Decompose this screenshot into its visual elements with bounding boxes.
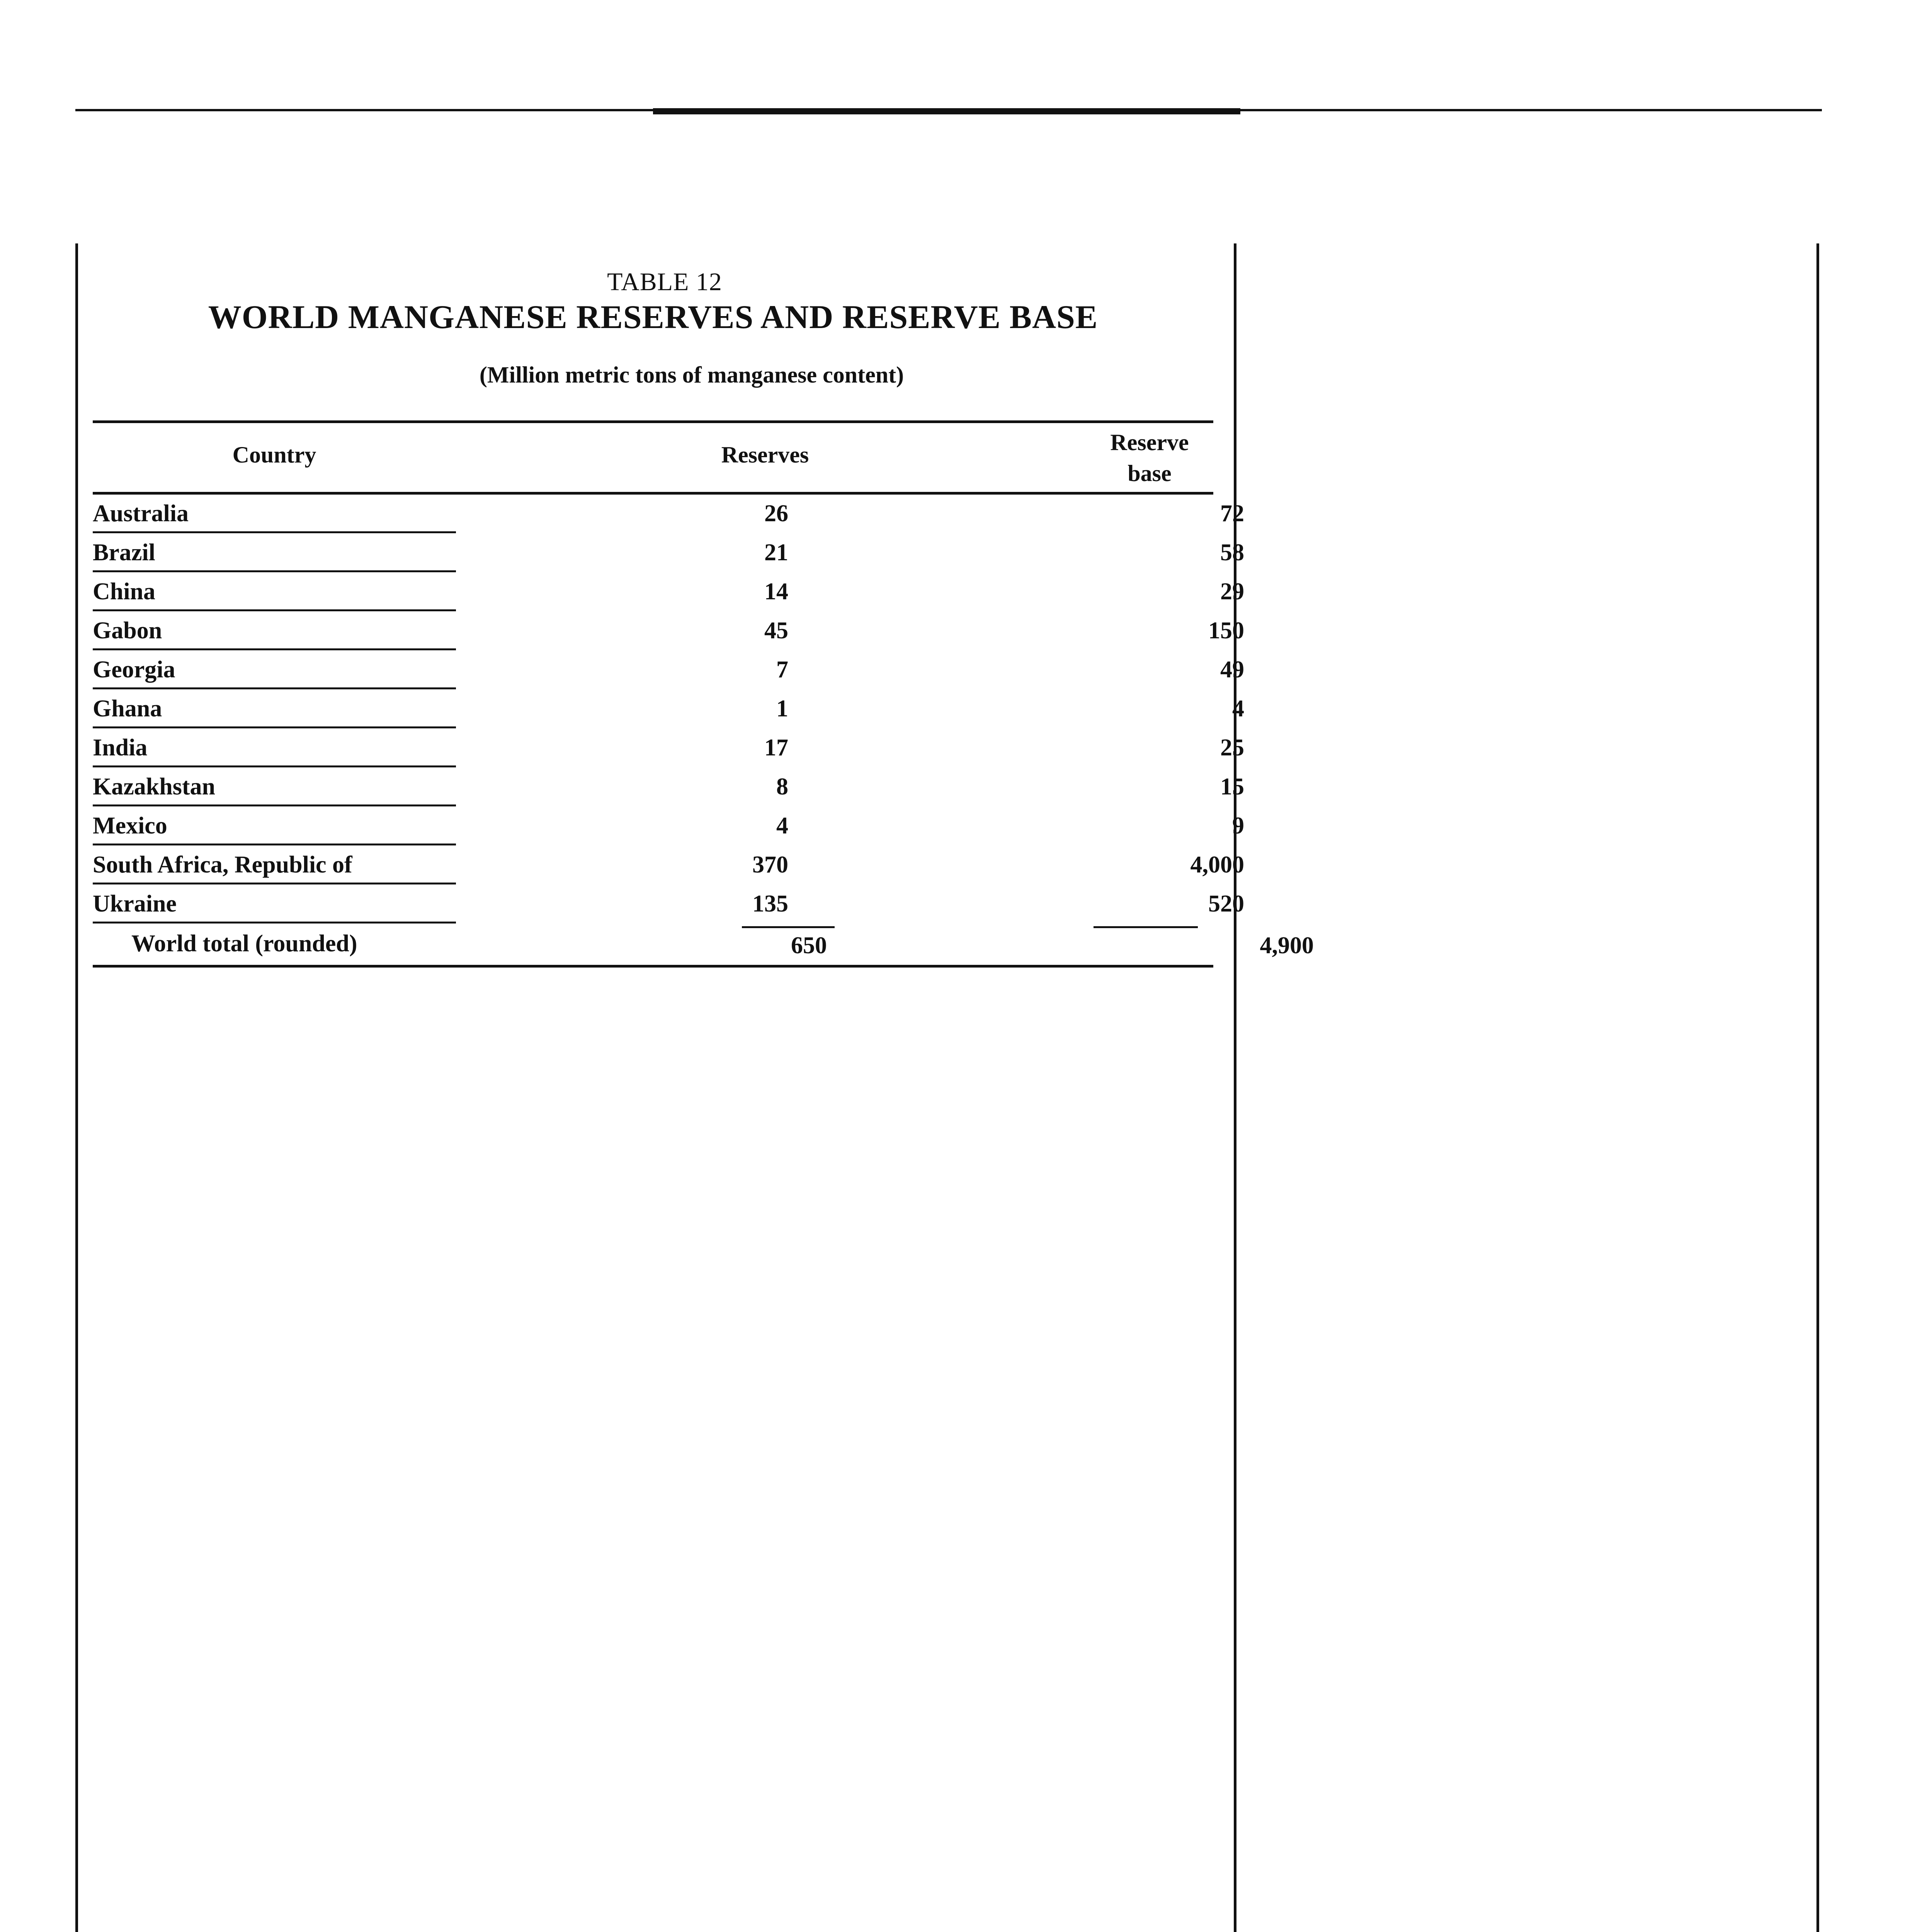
table-row xyxy=(93,768,1244,807)
row-reserves: 26 xyxy=(764,500,788,527)
row-reserves: 45 xyxy=(764,617,788,644)
row-country: Gabon xyxy=(93,613,456,650)
column-header-reserve-base-line1: Reserve xyxy=(1110,430,1189,455)
table-title: WORLD MANGANESE RESERVES AND RESERVE BASE xyxy=(208,298,1098,335)
table-row xyxy=(93,573,1244,612)
right-column-rule xyxy=(1816,243,1819,1932)
table-total-row xyxy=(93,924,1314,968)
row-reserve-base: 4 xyxy=(1232,696,1244,722)
top-rule-accent xyxy=(653,108,1240,114)
row-reserve-base: 72 xyxy=(1220,500,1244,527)
table-row xyxy=(93,807,1244,846)
row-country: Kazakhstan xyxy=(93,769,456,806)
row-reserves: 21 xyxy=(764,539,788,566)
table-row xyxy=(93,495,1244,534)
row-reserves: 14 xyxy=(764,578,788,605)
row-reserves: 7 xyxy=(776,656,788,683)
table-number: TABLE 12 xyxy=(607,268,722,296)
row-reserve-base: 25 xyxy=(1220,735,1244,761)
row-country: Georgia xyxy=(93,652,456,689)
row-reserve-base: 520 xyxy=(1208,891,1244,917)
table-row xyxy=(93,846,1244,885)
table-heading xyxy=(93,267,1213,390)
row-country: Brazil xyxy=(93,535,456,572)
row-country: Australia xyxy=(93,496,456,533)
row-country: South Africa, Republic of xyxy=(93,847,456,884)
column-header-country: Country xyxy=(232,442,316,468)
row-reserves: 135 xyxy=(752,891,788,917)
row-country: India xyxy=(93,730,456,767)
left-column-rule xyxy=(75,243,78,1932)
table-header xyxy=(93,420,1213,495)
row-reserve-base: 150 xyxy=(1208,617,1244,644)
table-row xyxy=(93,690,1244,729)
row-reserve-base: 58 xyxy=(1220,539,1244,566)
column-header-reserves: Reserves xyxy=(721,442,809,468)
row-reserves: 17 xyxy=(764,735,788,761)
row-reserves: 8 xyxy=(776,774,788,800)
table-row xyxy=(93,651,1244,690)
table-row xyxy=(93,729,1244,768)
reserves-table xyxy=(93,420,1314,968)
row-country: China xyxy=(93,574,456,611)
table-row xyxy=(93,612,1244,651)
row-reserve-base: 49 xyxy=(1220,656,1244,683)
row-reserves: 370 xyxy=(752,852,788,878)
table-row xyxy=(93,534,1244,573)
row-reserve-base: 29 xyxy=(1220,578,1244,605)
total-reserve-base: 4,900 xyxy=(1260,932,1314,959)
row-country: Ukraine xyxy=(93,886,456,923)
row-reserve-base: 4,000 xyxy=(1190,852,1244,878)
total-reserves: 650 xyxy=(791,932,827,959)
column-header-reserve-base xyxy=(1086,427,1213,489)
row-country: Ghana xyxy=(93,691,456,728)
column-header-reserve-base-line2: base xyxy=(1128,461,1172,486)
table-row xyxy=(93,885,1244,924)
row-country: Mexico xyxy=(93,808,456,845)
row-reserve-base: 15 xyxy=(1220,774,1244,800)
row-reserves: 4 xyxy=(776,813,788,839)
total-label: World total (rounded) xyxy=(131,930,357,957)
row-reserves: 1 xyxy=(776,696,788,722)
row-reserve-base: 9 xyxy=(1232,813,1244,839)
table-subtitle: (Million metric tons of manganese content) xyxy=(479,362,904,388)
